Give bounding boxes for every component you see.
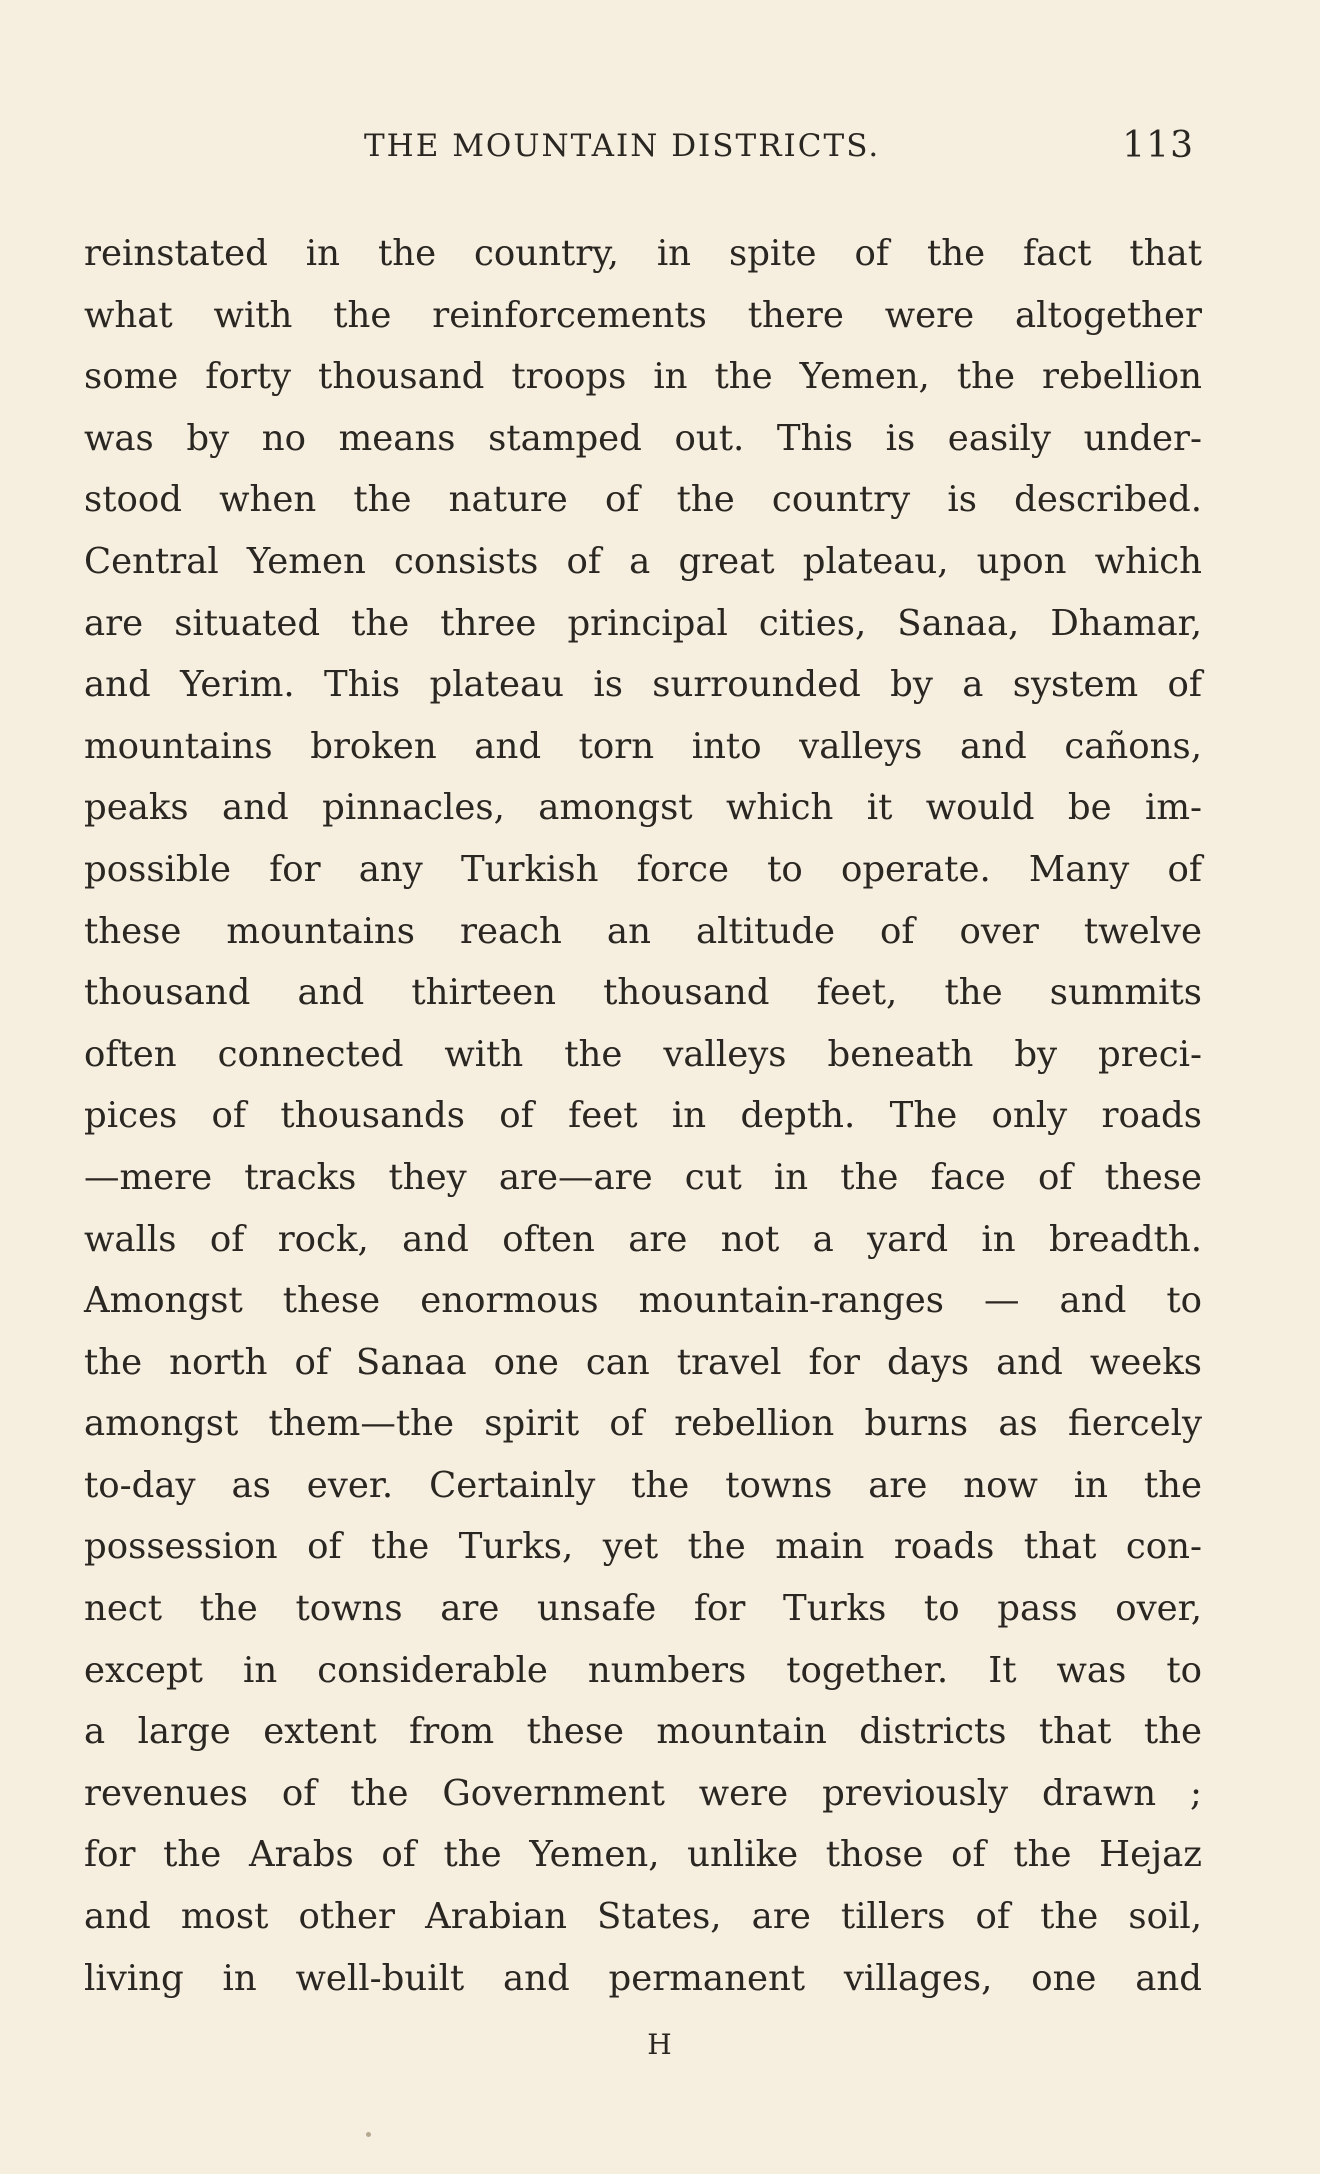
text-line: some forty thousand troops in the Yemen, the rebellion — [84, 356, 1202, 398]
text-line: mountains broken and torn into valleys and cañons, — [84, 725, 1202, 767]
text-line: and Yerim. This plateau is surrounded by a system of — [84, 664, 1202, 706]
text-line: pices of thousands of feet in depth. The only roads — [84, 1095, 1202, 1137]
text-line: revenues of the Government were previously drawn ; — [84, 1772, 1202, 1814]
text-line: and most other Arabian States, are tillers of the soil, — [84, 1896, 1202, 1938]
body-text — [84, 223, 1202, 2009]
text-line: walls of rock, and often are not a yard in breadth. — [84, 1218, 1202, 1260]
text-line: to-day as ever. Certainly the towns are now in the — [84, 1464, 1202, 1506]
running-head: THE MOUNTAIN DISTRICTS. — [364, 128, 881, 164]
text-line: Amongst these enormous mountain-ranges — and to — [84, 1280, 1202, 1322]
text-line: the north of Sanaa one can travel for days and weeks — [84, 1341, 1202, 1383]
text-line: what with the reinforcements there were altogether — [84, 294, 1202, 336]
text-line: was by no means stamped out. This is easily under- — [84, 417, 1202, 459]
text-line: for the Arabs of the Yemen, unlike those of the Hejaz — [84, 1834, 1202, 1876]
text-line: reinstated in the country, in spite of the fact that — [84, 233, 1202, 274]
paper-speck — [366, 2132, 371, 2137]
text-line: living in well-built and permanent villages, one and — [84, 1957, 1202, 1999]
text-line: are situated the three principal cities, Sanaa, Dhamar, — [84, 602, 1202, 644]
text-line: peaks and pinnacles, amongst which it would be im- — [84, 787, 1202, 829]
text-line: a large extent from these mountain districts that the — [84, 1711, 1202, 1753]
signature-mark: H — [647, 2028, 673, 2061]
page-header — [84, 125, 1194, 178]
page-number: 113 — [1122, 125, 1194, 166]
text-line: Central Yemen consists of a great plateau, upon which — [84, 540, 1202, 582]
text-line: possible for any Turkish force to operate. Many of — [84, 848, 1202, 890]
text-line: these mountains reach an altitude of over twelve — [84, 910, 1202, 952]
text-line: nect the towns are unsafe for Turks to pass over, — [84, 1588, 1202, 1630]
text-line: stood when the nature of the country is described. — [84, 479, 1202, 521]
text-line: thousand and thirteen thousand feet, the summits — [84, 972, 1202, 1014]
text-line: possession of the Turks, yet the main roads that con- — [84, 1526, 1202, 1568]
text-line: often connected with the valleys beneath by preci- — [84, 1033, 1202, 1075]
text-line: except in considerable numbers together. It was to — [84, 1649, 1202, 1691]
text-line: —mere tracks they are—are cut in the face of these — [84, 1156, 1202, 1198]
text-line: amongst them—the spirit of rebellion burns as fiercely — [84, 1403, 1202, 1445]
